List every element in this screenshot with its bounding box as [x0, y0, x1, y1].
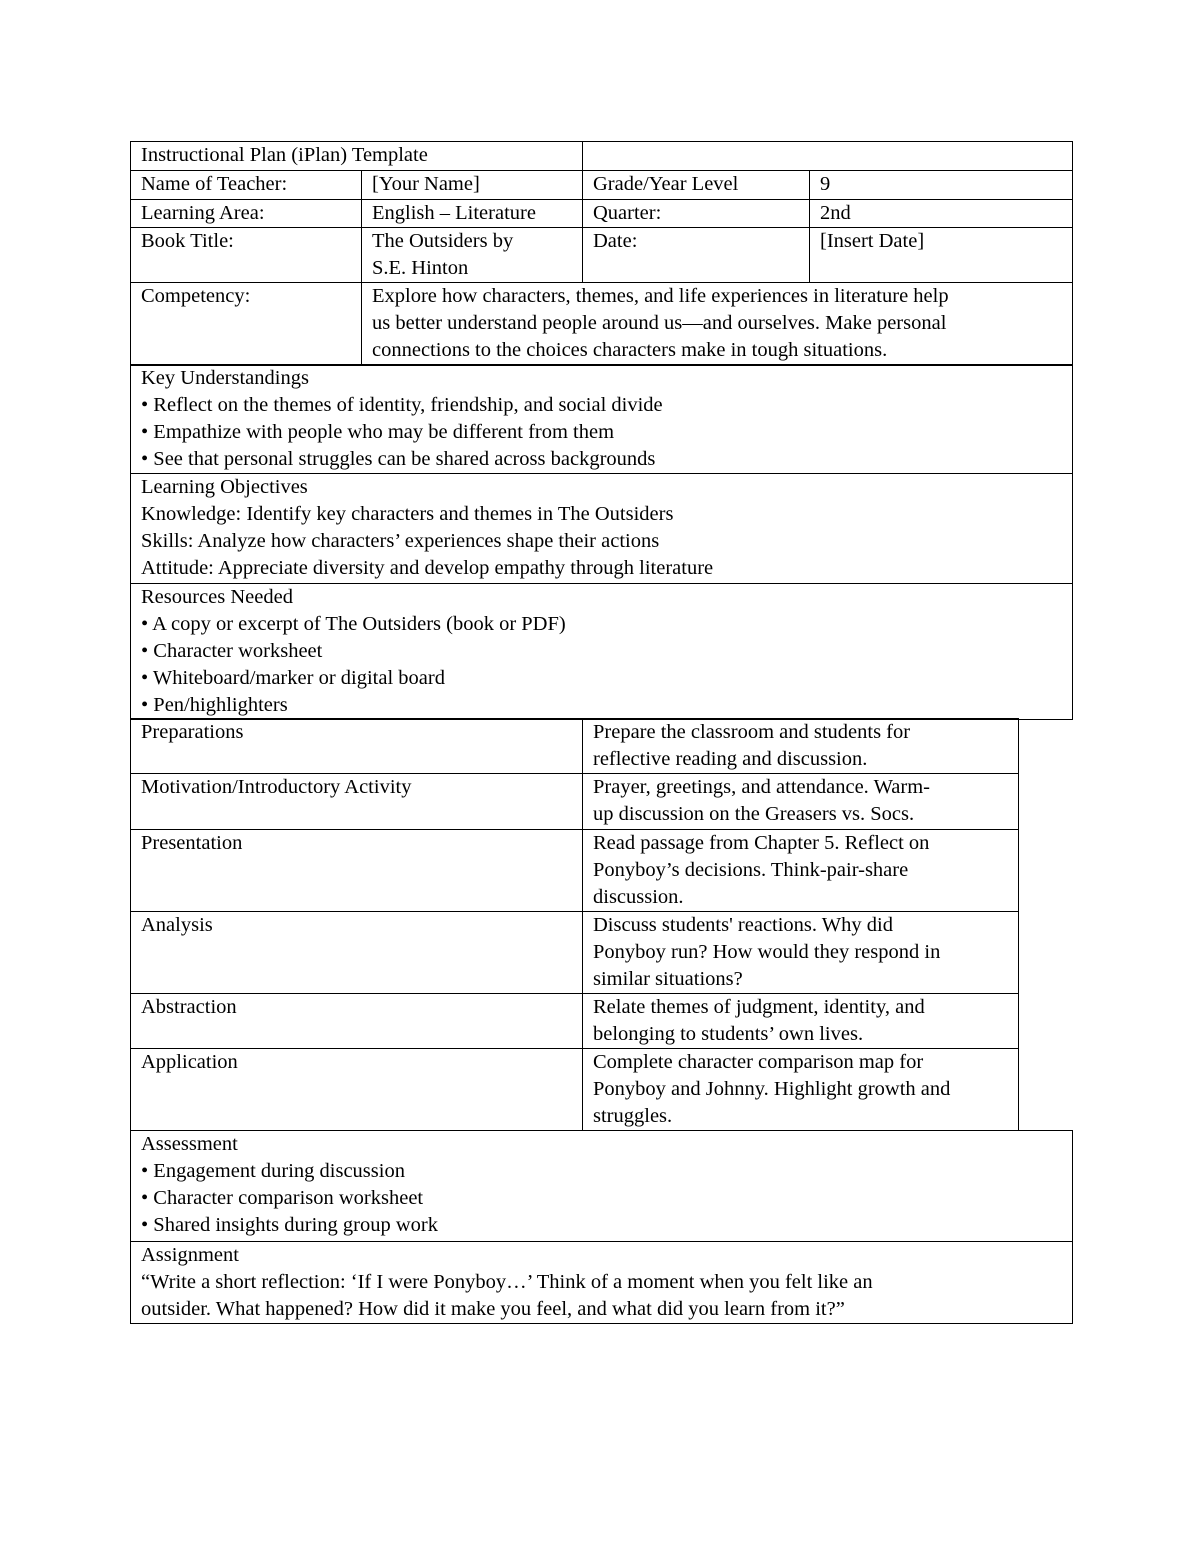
procedure-line: Read passage from Chapter 5. Reflect on — [593, 832, 930, 854]
procedure-description — [583, 719, 1019, 774]
book-value-line: S.E. Hinton — [372, 257, 469, 279]
resources-title: Resources Needed — [141, 586, 293, 608]
book-label: Book Title: — [131, 228, 362, 283]
learning-objective-item: Attitude: Appreciate diversity and develop empathy through literature — [141, 557, 714, 579]
learning-objective-item: Knowledge: Identify key characters and themes in The Outsiders — [141, 503, 674, 525]
learning-objective-item: Skills: Analyze how characters’ experiences shape their actions — [141, 530, 660, 552]
procedure-label: Analysis — [131, 912, 583, 994]
key-understanding-item: • Empathize with people who may be different from them — [141, 421, 615, 443]
goals-table — [130, 364, 1073, 720]
competency-line: Explore how characters, themes, and life experiences in literature help — [372, 285, 949, 307]
procedure-line: discussion. — [593, 886, 684, 908]
competency-line: connections to the choices characters make in tough situations. — [372, 339, 888, 361]
date-label: Date: — [583, 228, 810, 283]
key-understanding-item: • See that personal struggles can be shared across backgrounds — [141, 448, 656, 470]
competency-text — [362, 283, 1073, 366]
quarter-label: Quarter: — [583, 200, 810, 228]
procedure-line: Prayer, greetings, and attendance. Warm- — [593, 776, 930, 798]
learning-objectives-title: Learning Objectives — [141, 476, 308, 498]
procedure-line: up discussion on the Greasers vs. Socs. — [593, 803, 915, 825]
area-value: English – Literature — [362, 200, 583, 228]
teacher-value: [Your Name] — [362, 171, 583, 200]
book-value-line: The Outsiders by — [372, 230, 514, 252]
procedure-line: reflective reading and discussion. — [593, 748, 868, 770]
resource-item: • A copy or excerpt of The Outsiders (book or PDF) — [141, 613, 566, 635]
quarter-value: 2nd — [810, 200, 1073, 228]
procedure-description — [583, 1049, 1019, 1131]
procedure-label: Application — [131, 1049, 583, 1131]
procedure-description — [583, 912, 1019, 994]
procedure-line: struggles. — [593, 1105, 673, 1127]
grade-value: 9 — [810, 171, 1073, 200]
book-value — [362, 228, 583, 283]
competency-label: Competency: — [131, 283, 362, 366]
resource-item: • Pen/highlighters — [141, 694, 288, 716]
procedure-line: Relate themes of judgment, identity, and — [593, 996, 925, 1018]
assessment-item: • Engagement during discussion — [141, 1160, 405, 1182]
procedure-line: Ponyboy’s decisions. Think-pair-share — [593, 859, 909, 881]
key-understanding-item: • Reflect on the themes of identity, friendship, and social divide — [141, 394, 663, 416]
procedure-line: Complete character comparison map for — [593, 1051, 924, 1073]
procedure-description — [583, 774, 1019, 830]
procedure-line: Prepare the classroom and students for — [593, 721, 911, 743]
date-value: [Insert Date] — [810, 228, 1073, 283]
area-label: Learning Area: — [131, 200, 362, 228]
evaluation-table — [130, 1130, 1073, 1324]
procedure-label: Preparations — [131, 719, 583, 774]
assignment-title: Assignment — [141, 1244, 239, 1266]
template-title: Instructional Plan (iPlan) Template — [131, 142, 583, 171]
assessment-item: • Character comparison worksheet — [141, 1187, 424, 1209]
assessment-item: • Shared insights during group work — [141, 1214, 438, 1236]
learning-objectives-cell — [131, 474, 1073, 584]
procedure-description — [583, 830, 1019, 912]
resource-item: • Character worksheet — [141, 640, 323, 662]
procedure-line: similar situations? — [593, 968, 743, 990]
procedure-table — [130, 718, 1019, 1131]
competency-line: us better understand people around us—and ourselves. Make personal — [372, 312, 947, 334]
assessment-cell — [131, 1131, 1073, 1242]
procedure-description — [583, 994, 1019, 1049]
assignment-line: outsider. What happened? How did it make you feel, and what did you learn from it?” — [141, 1298, 845, 1320]
procedure-label: Abstraction — [131, 994, 583, 1049]
resources-cell — [131, 584, 1073, 720]
key-understandings-cell — [131, 365, 1073, 474]
key-understandings-title: Key Understandings — [141, 367, 309, 389]
title-blank-cell — [583, 142, 1073, 171]
header-table — [130, 141, 1073, 366]
procedure-line: Ponyboy run? How would they respond in — [593, 941, 941, 963]
resource-item: • Whiteboard/marker or digital board — [141, 667, 445, 689]
teacher-label: Name of Teacher: — [131, 171, 362, 200]
procedure-label: Motivation/Introductory Activity — [131, 774, 583, 830]
assignment-line: “Write a short reflection: ‘If I were Ponyboy…’ Think of a moment when you felt like an — [141, 1271, 873, 1293]
assessment-title: Assessment — [141, 1133, 238, 1155]
assignment-cell — [131, 1242, 1073, 1324]
procedure-label: Presentation — [131, 830, 583, 912]
procedure-line: belonging to students’ own lives. — [593, 1023, 864, 1045]
procedure-line: Discuss students' reactions. Why did — [593, 914, 893, 936]
grade-label: Grade/Year Level — [583, 171, 810, 200]
procedure-line: Ponyboy and Johnny. Highlight growth and — [593, 1078, 951, 1100]
